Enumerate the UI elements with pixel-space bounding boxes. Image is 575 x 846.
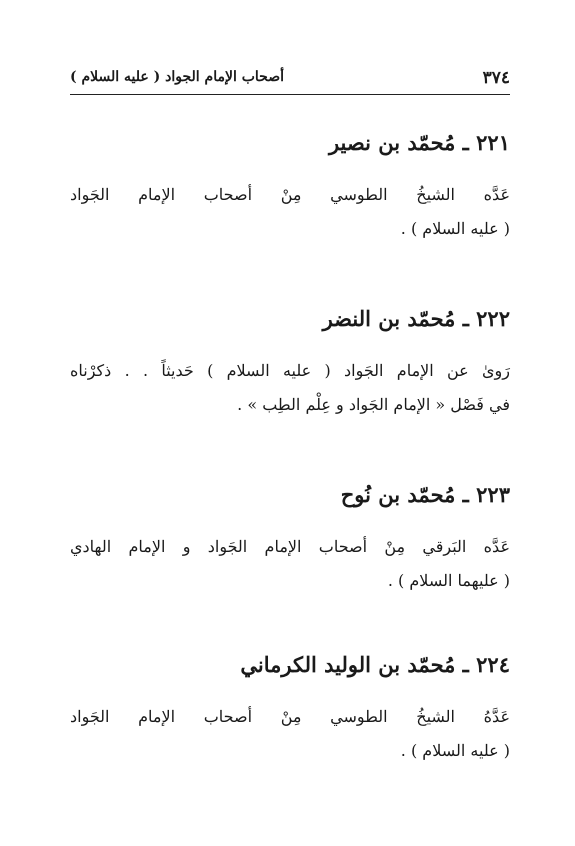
- entry-line: ( عليه السلام ) .: [400, 219, 510, 238]
- entry-223: [70, 480, 510, 598]
- running-header: [70, 64, 510, 95]
- entry-heading: ٢٢٢ ـ مُحمّد بن النضر: [322, 306, 510, 331]
- entry-221: [70, 128, 510, 246]
- entry-line: ( عليه السلام ) .: [400, 741, 510, 760]
- entry-222: [70, 304, 510, 422]
- entry-line: عَدَّه الشيخُ الطوسي مِنْ أصحاب الإمام الجَواد: [70, 185, 510, 204]
- entry-body: [70, 530, 510, 598]
- entry-heading: ٢٢٤ ـ مُحمّد بن الوليد الكرماني: [240, 652, 510, 677]
- entry-line: عَدَّه البَرقي مِنْ أصحاب الإمام الجَواد و الإمام الهادي: [70, 537, 510, 556]
- entry-heading: ٢٢١ ـ مُحمّد بن نصير: [328, 130, 510, 155]
- entry-224: [70, 650, 510, 768]
- entry-line: ( عليهما السلام ) .: [387, 571, 510, 590]
- entry-line: عَدَّهُ الشيخُ الطوسي مِنْ أصحاب الإمام الجَواد: [70, 707, 510, 726]
- page-number: ٣٧٤: [482, 68, 510, 88]
- entry-line: في فَصْل « الإمام الجَواد و عِلْم الطِب » .: [237, 395, 510, 414]
- entry-body: [70, 700, 510, 768]
- entry-body: [70, 354, 510, 422]
- entry-line: رَوىٰ عن الإمام الجَواد ( عليه السلام ) حَديثاً . . ذكرْناه: [70, 361, 510, 380]
- entry-heading: ٢٢٣ ـ مُحمّد بن نُوح: [340, 482, 510, 507]
- running-title: أصحاب الإمام الجواد ( عليه السلام ): [70, 69, 284, 85]
- entry-body: [70, 178, 510, 246]
